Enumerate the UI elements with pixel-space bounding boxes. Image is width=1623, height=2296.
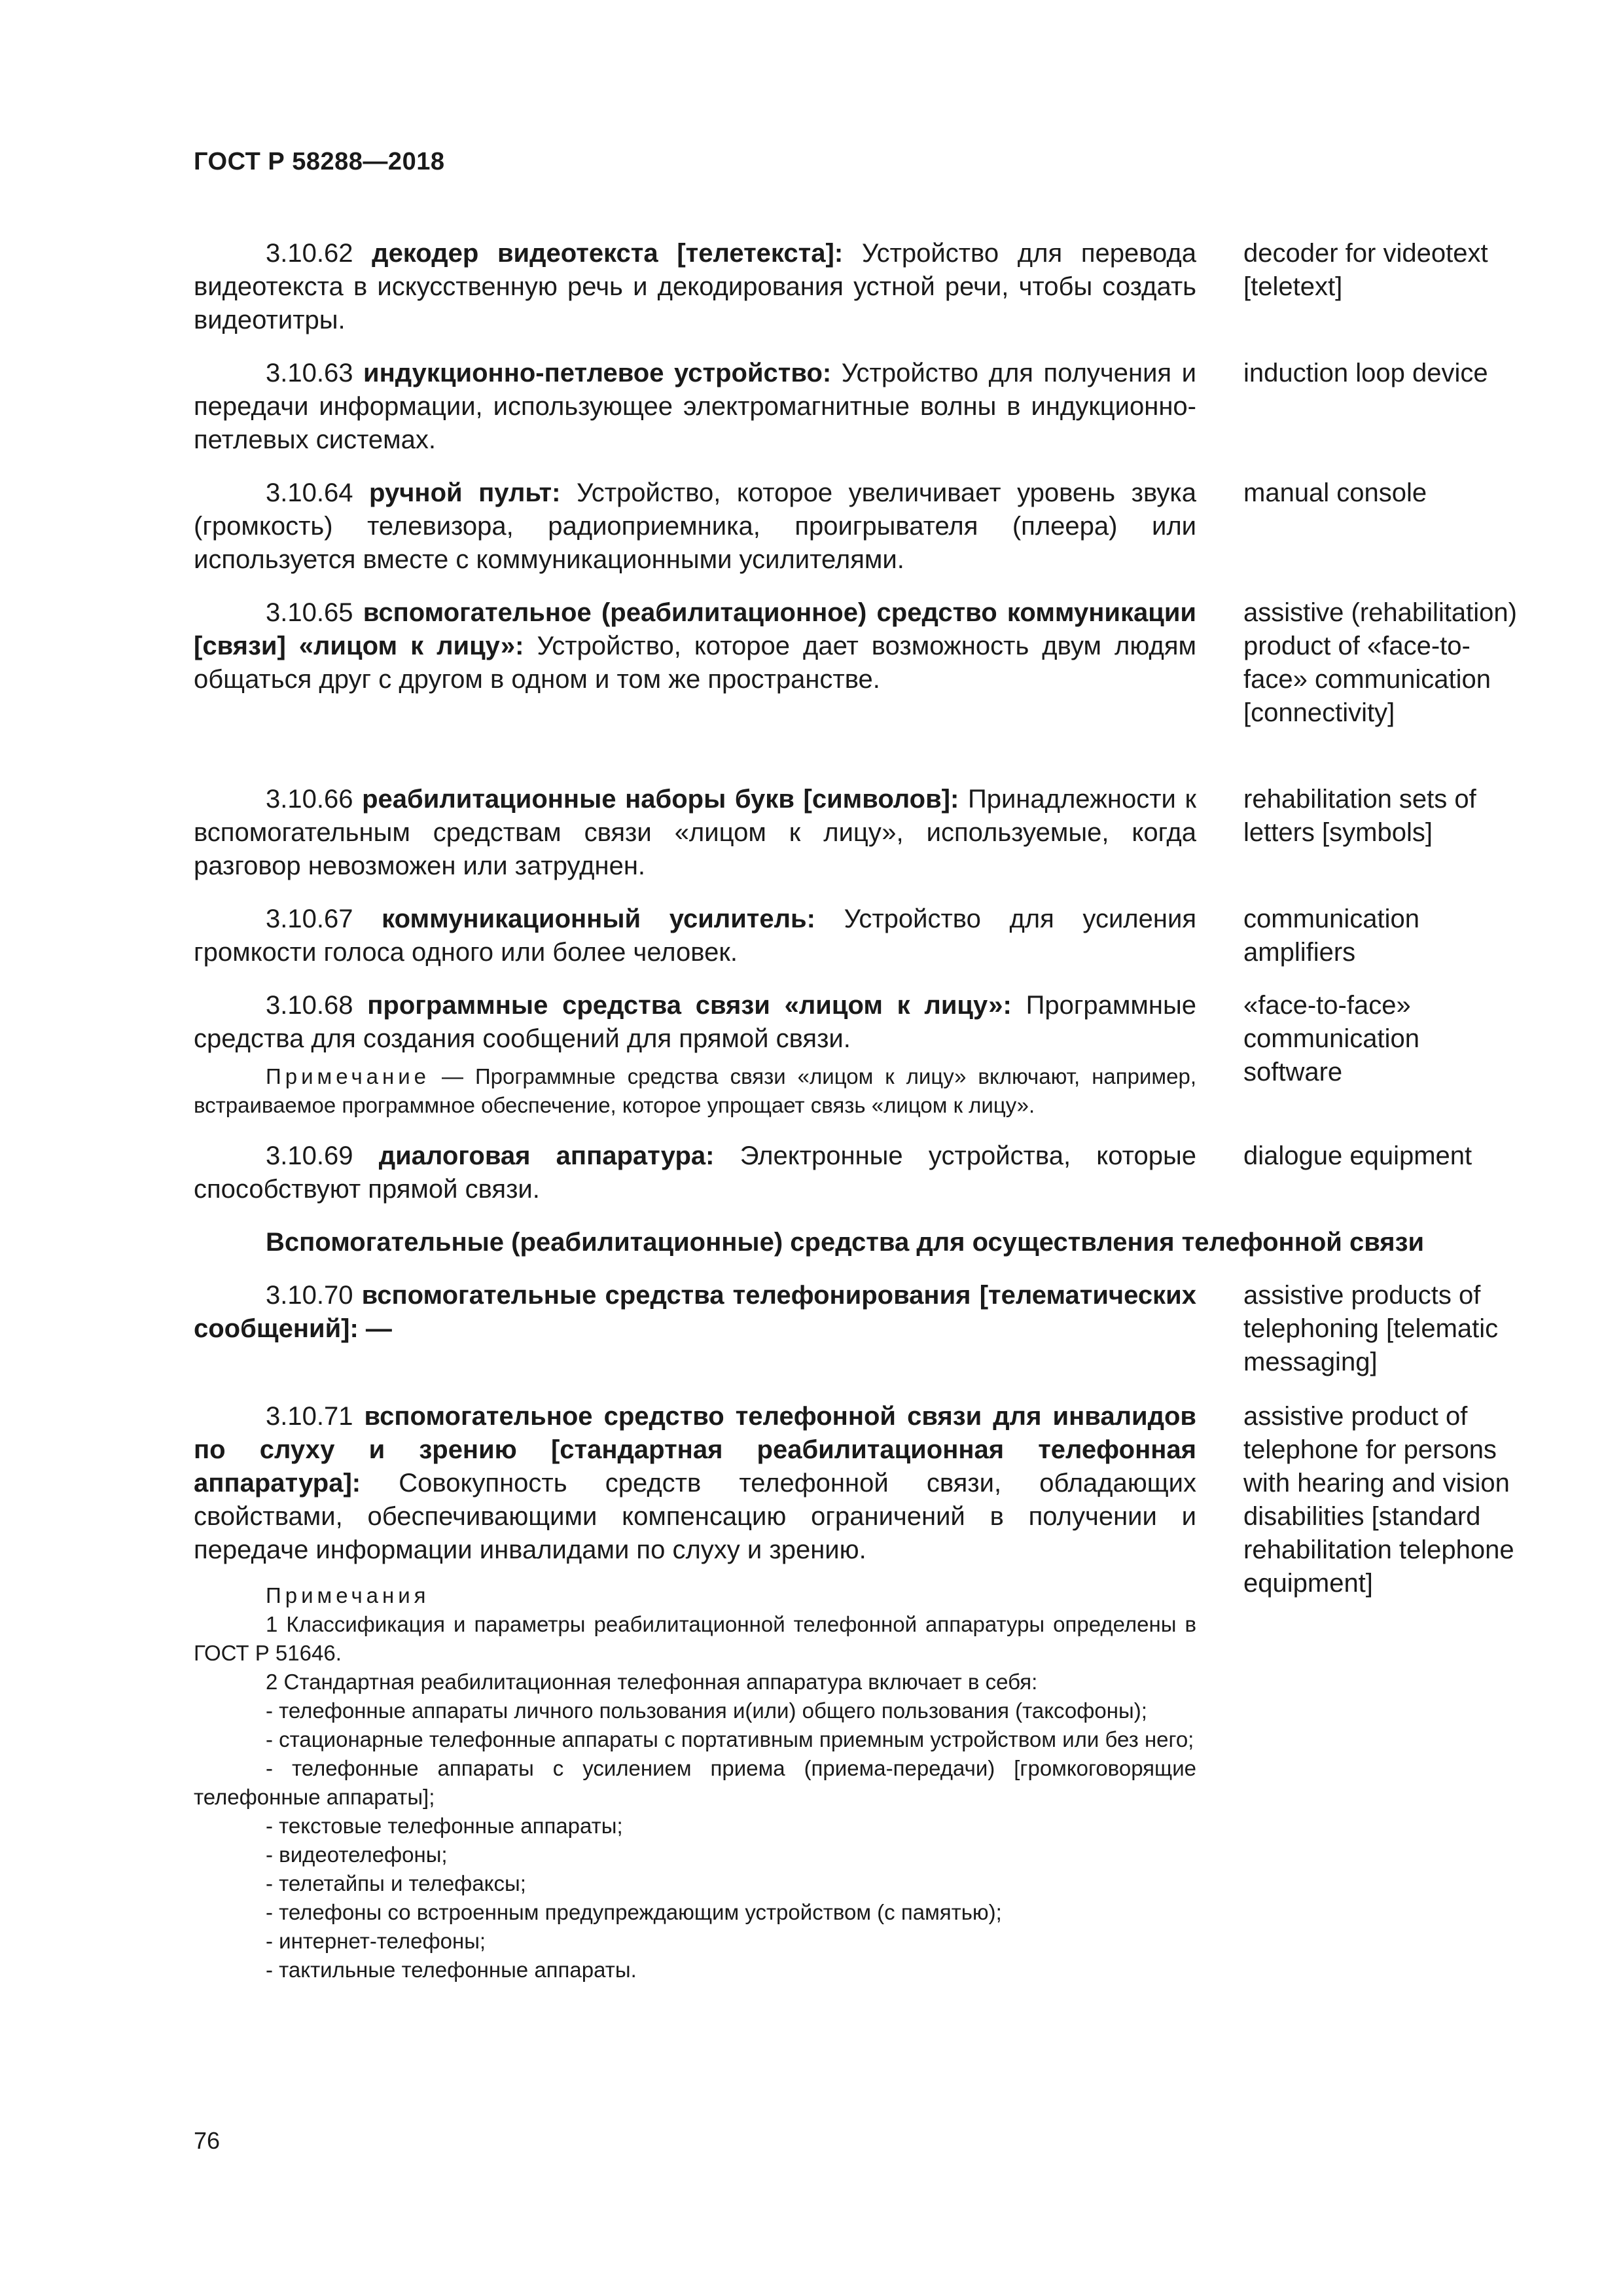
term-en-equivalent: «face-to-face» communication software: [1243, 991, 1420, 1086]
term-definition: Устройство, которое дает возможность двум людям общаться друг с другом в одном и том же пространстве.: [194, 632, 1196, 694]
term-definition: Устройство для перевода видеотекста в искусственную речь и декодирования устной речи, чтобы создать видеотитры.: [194, 239, 1196, 334]
note-list-item: - видеотелефоны;: [266, 1842, 448, 1867]
term-number: 3.10.62: [266, 239, 353, 268]
term-en-equivalent: communication amplifiers: [1243, 905, 1420, 967]
term-entry: [194, 783, 1516, 883]
term-ru-text: [194, 237, 1196, 337]
note-list-item: - тактильные телефонные аппараты.: [266, 1958, 637, 1982]
term-ru-text: [194, 1279, 1196, 1346]
term-note: [194, 1062, 1196, 1120]
term-definition: Принадлежности к вспомогательным средствам связи «лицом к лицу», используемые, когда разговор невозможен или затруднен.: [194, 785, 1196, 880]
term-number: 3.10.68: [266, 991, 353, 1020]
term-number: 3.10.71: [266, 1402, 353, 1431]
notes-block: [194, 1581, 1196, 1984]
term-name: вспомогательное (реабилитационное) средство коммуникации [связи] «лицом к лицу»:: [194, 598, 1196, 660]
term-name: индукционно-петлевое устройство:: [363, 359, 832, 387]
term-entry: [194, 989, 1516, 1120]
notes-title: Примечания: [266, 1583, 430, 1607]
term-ru-text: [194, 357, 1196, 457]
term-definition: Совокупность средств телефонной связи, обладающих свойствами, обеспечивающими компенсацию ограничений в получении и передаче информации инвалидами по слуху и зрению.: [194, 1469, 1196, 1564]
term-number: 3.10.69: [266, 1141, 353, 1170]
document-id-header: ГОСТ Р 58288—2018: [194, 148, 445, 175]
term-ru-text: [194, 903, 1196, 969]
term-en-equivalent: rehabilitation sets of letters [symbols]: [1243, 785, 1476, 847]
note-list-item: - текстовые телефонные аппараты;: [266, 1814, 623, 1838]
term-en-equivalent: assistive (rehabilitation) product of «face-to-face» communication [connectivity]: [1243, 598, 1517, 727]
term-entry: [194, 1279, 1516, 1380]
note-text: — Программные средства связи «лицом к лицу» включают, например, встраиваемое программное обеспечение, которое упрощает связь «лицом к лицу».: [194, 1064, 1196, 1117]
note-list-item: - телефонные аппараты с усилением приема (приема-передачи) [громкоговорящие телефонные аппараты];: [194, 1756, 1196, 1809]
term-number: 3.10.63: [266, 359, 353, 387]
note-list-item: - интернет-телефоны;: [266, 1929, 486, 1953]
term-name: вспомогательное средство телефонной связи для инвалидов по слуху и зрению [стандартная реабилитационная телефонная аппаратура]:: [194, 1402, 1196, 1498]
terms-content: [194, 237, 1516, 2004]
note-item: 2 Стандартная реабилитационная телефонная аппаратура включает в себя:: [266, 1670, 1038, 1694]
term-definition: Устройство для получения и передачи информации, использующее электромагнитные волны в индукционно-петлевых системах.: [194, 359, 1196, 454]
term-name: программные средства связи «лицом к лицу»:: [367, 991, 1012, 1020]
term-entry: [194, 237, 1516, 337]
term-name: ручной пульт:: [369, 478, 561, 507]
term-en-equivalent: manual console: [1243, 478, 1427, 507]
term-definition: Электронные устройства, которые способствуют прямой связи.: [194, 1141, 1196, 1204]
section-heading: Вспомогательные (реабилитационные) средства для осуществления телефонной связи: [266, 1228, 1425, 1257]
term-number: 3.10.66: [266, 785, 353, 814]
note-list-item: - телетайпы и телефаксы;: [266, 1871, 526, 1895]
term-definition: Устройство для усиления громкости голоса одного или более человек.: [194, 905, 1196, 967]
term-name: вспомогательные средства телефонирования [телематических сообщений]: —: [194, 1281, 1196, 1343]
term-definition: Программные средства для создания сообщений для прямой связи.: [194, 991, 1196, 1053]
term-ru-text: [194, 476, 1196, 577]
term-entry: [194, 903, 1516, 969]
term-number: 3.10.67: [266, 905, 353, 933]
term-ru-text: [194, 783, 1196, 883]
note-item: 1 Классификация и параметры реабилитационной телефонной аппаратуры определены в ГОСТ Р 51646.: [194, 1612, 1196, 1665]
term-entry: [194, 357, 1516, 457]
term-number: 3.10.65: [266, 598, 353, 627]
note-list-item: - стационарные телефонные аппараты с портативным приемным устройством или без него;: [266, 1727, 1194, 1751]
term-ru-text: [194, 1139, 1196, 1206]
term-entry: [194, 1139, 1516, 1206]
term-ru-text: [194, 596, 1196, 696]
note-label: Примечание: [266, 1064, 431, 1088]
term-en-equivalent: decoder for videotext [teletext]: [1243, 239, 1488, 301]
term-entry: [194, 596, 1516, 763]
term-en-equivalent: induction loop device: [1243, 359, 1488, 387]
term-entry: [194, 1400, 1516, 1984]
term-ru-text: [194, 1400, 1196, 1567]
term-en-equivalent: assistive products of telephoning [telematic messaging]: [1243, 1281, 1499, 1376]
note-list-item: - телефоны со встроенным предупреждающим устройством (с памятью);: [266, 1900, 1002, 1924]
term-entry: [194, 476, 1516, 577]
term-name: коммуникационный усилитель:: [382, 905, 815, 933]
term-number: 3.10.70: [266, 1281, 353, 1310]
term-name: реабилитационные наборы букв [символов]:: [362, 785, 959, 814]
term-en-equivalent: assistive product of telephone for persons with hearing and vision disabilities [standard rehabilitation telephone equipment]: [1243, 1402, 1514, 1598]
note-list-item: - телефонные аппараты личного пользования и(или) общего пользования (таксофоны);: [266, 1698, 1147, 1723]
term-ru-text: [194, 989, 1196, 1056]
page-number: 76: [194, 2127, 221, 2154]
term-number: 3.10.64: [266, 478, 353, 507]
term-en-equivalent: dialogue equipment: [1243, 1141, 1472, 1170]
term-name: диалоговая аппаратура:: [378, 1141, 715, 1170]
term-definition: Устройство, которое увеличивает уровень звука (громкость) телевизора, радиоприемника, проигрывателя (плеера) или используется вместе с коммуникационными усилителями.: [194, 478, 1196, 574]
term-name: декодер видеотекста [телетекста]:: [372, 239, 844, 268]
